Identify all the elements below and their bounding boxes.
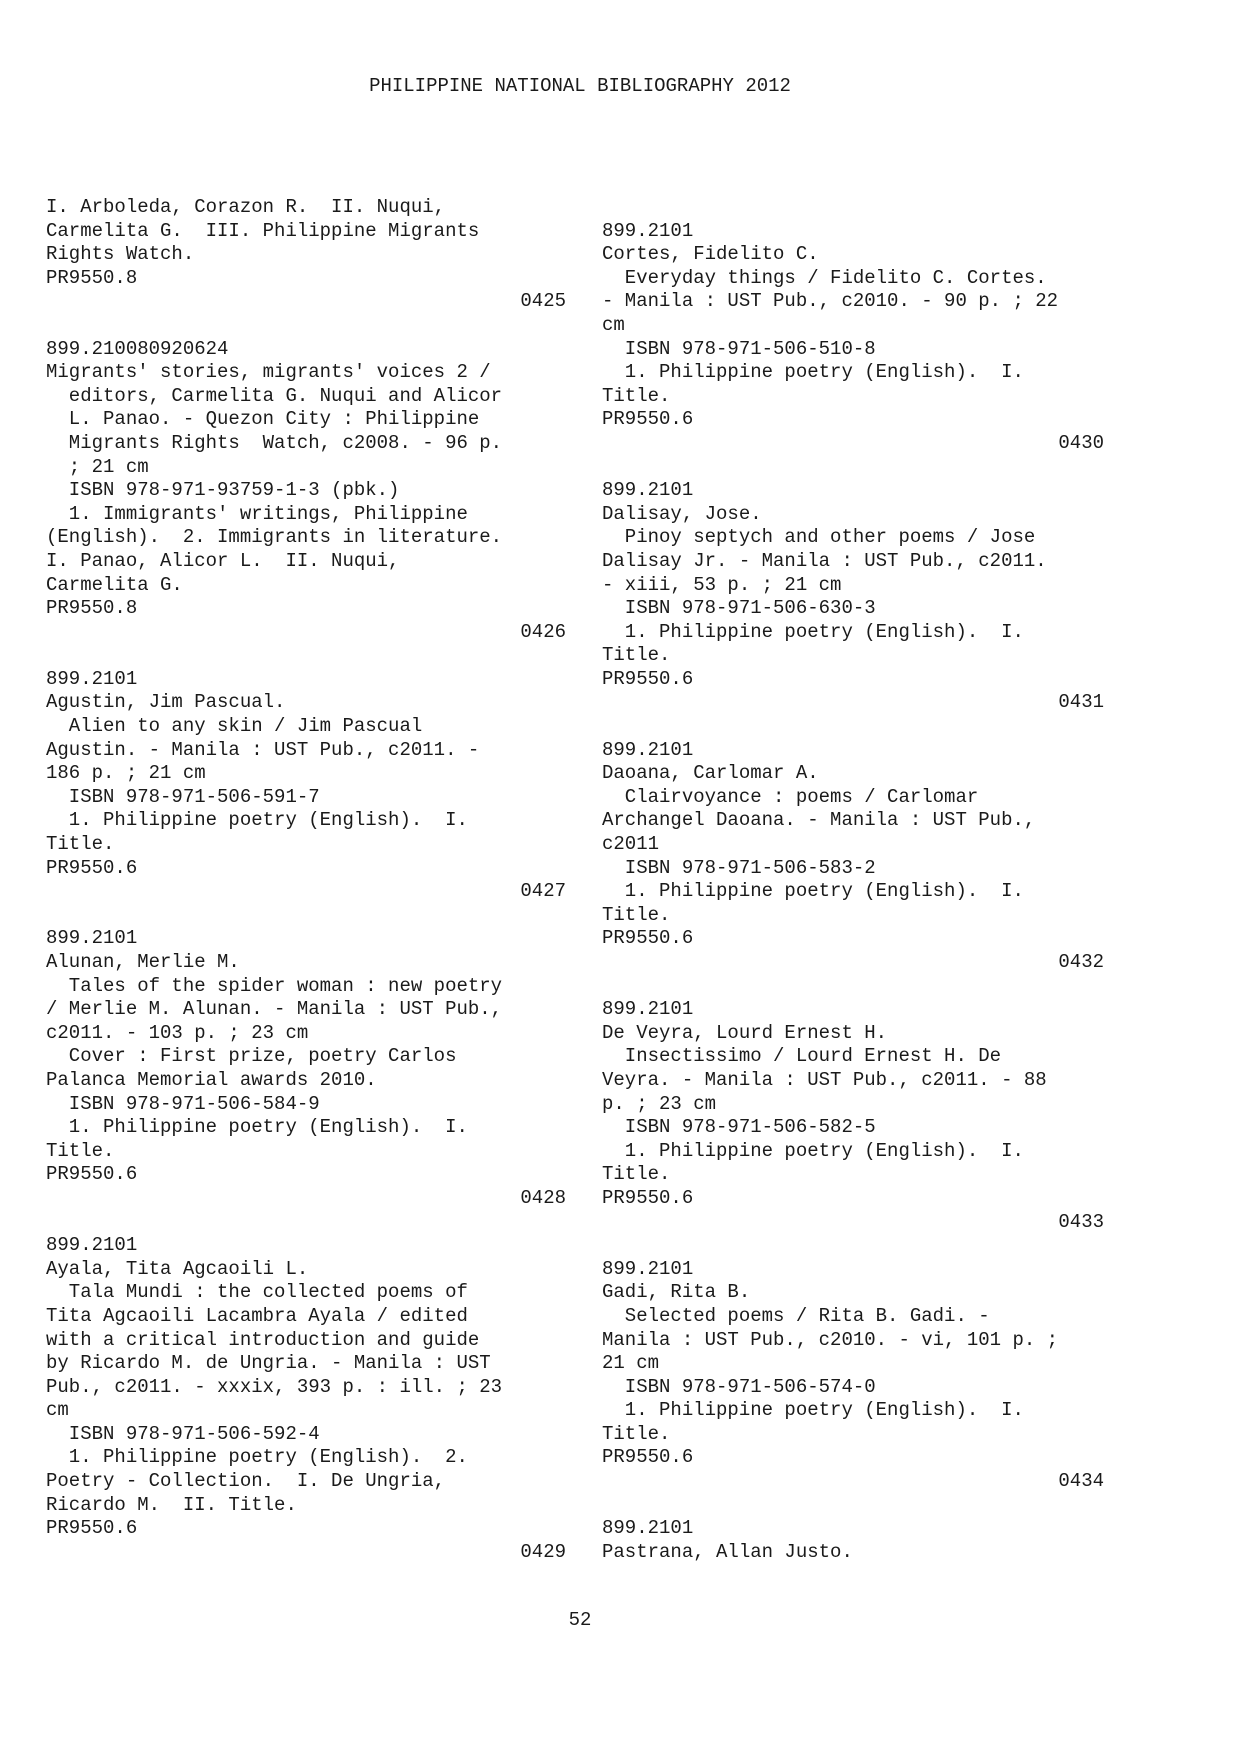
right-column	[602, 196, 1104, 1564]
entry-number: 0430	[1058, 431, 1104, 454]
entry-line: ISBN 978-971-506-574-0	[602, 1375, 876, 1398]
entry-line: PR9550.6	[602, 927, 694, 950]
entry-line: ISBN 978-971-506-510-8	[602, 337, 876, 360]
entry-line: 899.210080920624	[46, 337, 229, 360]
entry-line: (English). 2. Immigrants in literature.	[46, 526, 503, 549]
entry-line: - Manila : UST Pub., c2010. - 90 p. ; 22	[602, 290, 1059, 313]
entry-line: Title.	[602, 1163, 671, 1186]
entry-line: Pinoy septych and other poems / Jose	[602, 526, 1036, 549]
entry-line: Title.	[46, 833, 115, 856]
entry-line: PR9550.8	[46, 597, 138, 620]
entry-line	[602, 975, 1104, 999]
entry-line: 186 p. ; 21 cm	[46, 762, 206, 785]
entry-line: Clairvoyance : poems / Carlomar	[602, 785, 979, 808]
entry-line: Everyday things / Fidelito C. Cortes.	[602, 266, 1047, 289]
entry-line: Rights Watch.	[46, 243, 195, 266]
entry-line: Insectissimo / Lourd Ernest H. De	[602, 1045, 1002, 1068]
entry-line: Palanca Memorial awards 2010.	[46, 1068, 377, 1091]
entry-number: 0431	[1058, 691, 1104, 714]
entry-line: Tala Mundi : the collected poems of	[46, 1281, 468, 1304]
entry-line: Selected poems / Rita B. Gadi. -	[602, 1304, 990, 1327]
entry-line: Title.	[602, 644, 671, 667]
entry-line: ISBN 978-971-506-584-9	[46, 1092, 320, 1115]
entry-line: - xiii, 53 p. ; 21 cm	[602, 573, 842, 596]
entry-line: PR9550.6	[46, 1163, 138, 1186]
entry-number: 0429	[520, 1540, 566, 1563]
entry-line: PR9550.6	[602, 1446, 694, 1469]
entry-line: Alunan, Merlie M.	[46, 951, 240, 973]
entry-line: Gadi, Rita B.	[602, 1281, 751, 1304]
entry-line: ISBN 978-971-93759-1-3 (pbk.)	[46, 479, 400, 502]
entry-line: Pastrana, Allan Justo.	[602, 1540, 853, 1563]
entry-line: Daoana, Carlomar A.	[602, 762, 819, 785]
entry-line: Tales of the spider woman : new poetry	[46, 974, 503, 997]
entry-line: Carmelita G.	[46, 573, 183, 596]
entry-line: / Merlie M. Alunan. - Manila : UST Pub.,	[46, 998, 503, 1021]
entry-line	[602, 1494, 1104, 1518]
entry-line: Title.	[602, 384, 671, 407]
entry-line: Archangel Daoana. - Manila : UST Pub.,	[602, 809, 1036, 832]
entry-line: 899.2101	[602, 738, 694, 761]
entry-line: Carmelita G. III. Philippine Migrants	[46, 219, 480, 242]
entry-line: PR9550.6	[46, 1517, 138, 1540]
entry-line: 1. Philippine poetry (English). I.	[46, 809, 468, 832]
entry-line: Title.	[602, 903, 671, 926]
entry-line	[602, 196, 1104, 220]
entry-line: 899.2101	[46, 667, 138, 690]
page-number: 52	[568, 1609, 592, 1631]
entry-line: c2011. - 103 p. ; 23 cm	[46, 1021, 309, 1044]
entry-line: Migrants' stories, migrants' voices 2 /	[46, 361, 491, 384]
entry-line: ISBN 978-971-506-591-7	[46, 785, 320, 808]
left-column	[46, 196, 566, 1564]
entry-line: I. Arboleda, Corazon R. II. Nuqui,	[46, 196, 446, 218]
entry-line: cm	[46, 1399, 69, 1422]
entry-line: 899.2101	[46, 1234, 138, 1257]
entry-line: PR9550.8	[46, 266, 138, 289]
entry-line: p. ; 23 cm	[602, 1092, 717, 1115]
entry-line: Tita Agcaoili Lacambra Ayala / edited	[46, 1304, 468, 1327]
entry-number: 0427	[520, 880, 566, 903]
entry-line: Dalisay Jr. - Manila : UST Pub., c2011.	[602, 549, 1047, 572]
entry-line: Title.	[46, 1139, 115, 1162]
entry-line: 1. Philippine poetry (English). I.	[602, 880, 1024, 903]
entry-line: 899.2101	[602, 1517, 694, 1540]
entry-line: 899.2101	[46, 927, 138, 950]
entry-line: 1. Immigrants' writings, Philippine	[46, 502, 468, 525]
entry-line: 1. Philippine poetry (English). I.	[46, 1116, 468, 1139]
entry-line: 899.2101	[602, 479, 694, 502]
entry-line: c2011	[602, 833, 660, 856]
entry-line: ; 21 cm	[46, 455, 149, 478]
entry-line: ISBN 978-971-506-583-2	[602, 856, 876, 879]
entry-number: 0433	[1058, 1210, 1104, 1233]
entry-line: ISBN 978-971-506-582-5	[602, 1116, 876, 1139]
entry-number: 0426	[520, 620, 566, 643]
entry-line: Manila : UST Pub., c2010. - vi, 101 p. ;	[602, 1328, 1059, 1351]
entry-line: L. Panao. - Quezon City : Philippine	[46, 408, 480, 431]
entry-line: 1. Philippine poetry (English). I.	[602, 1399, 1024, 1422]
entry-line: Pub., c2011. - xxxix, 393 p. : ill. ; 23	[46, 1375, 503, 1398]
entry-line: Veyra. - Manila : UST Pub., c2011. - 88	[602, 1068, 1047, 1091]
entry-line: Agustin, Jim Pascual.	[46, 691, 286, 714]
entry-line: I. Panao, Alicor L. II. Nuqui,	[46, 549, 400, 572]
entry-line: 1. Philippine poetry (English). I.	[602, 1139, 1024, 1162]
entry-line: 899.2101	[602, 998, 694, 1021]
entry-line: cm	[602, 313, 625, 336]
entry-number: 0432	[1058, 951, 1104, 973]
entry-line: with a critical introduction and guide	[46, 1328, 480, 1351]
entry-line: PR9550.6	[602, 1186, 694, 1209]
entry-line: editors, Carmelita G. Nuqui and Alicor	[46, 384, 503, 407]
entry-line: PR9550.6	[602, 667, 694, 690]
entry-line: 21 cm	[602, 1352, 660, 1375]
entry-line: Title.	[602, 1422, 671, 1445]
entry-line: Migrants Rights Watch, c2008. - 96 p.	[46, 431, 503, 454]
entry-line	[46, 644, 566, 668]
entry-line	[46, 904, 566, 928]
entry-line: Cover : First prize, poetry Carlos	[46, 1045, 457, 1068]
entry-number: 0425	[520, 290, 566, 313]
entry-line	[46, 1211, 566, 1235]
entry-line: ISBN 978-971-506-630-3	[602, 597, 876, 620]
entry-line: ISBN 978-971-506-592-4	[46, 1422, 320, 1445]
page-header: PHILIPPINE NATIONAL BIBLIOGRAPHY 2012	[369, 75, 791, 97]
entry-line: Alien to any skin / Jim Pascual	[46, 715, 423, 738]
entry-number: 0428	[520, 1186, 566, 1209]
entry-line	[46, 314, 566, 338]
entry-line: PR9550.6	[602, 408, 694, 431]
entry-line: Cortes, Fidelito C.	[602, 243, 819, 266]
entry-line: 899.2101	[602, 219, 694, 242]
entry-line: 1. Philippine poetry (English). 2.	[46, 1446, 468, 1469]
entry-line: Dalisay, Jose.	[602, 502, 762, 525]
entry-line: Poetry - Collection. I. De Ungria,	[46, 1470, 446, 1493]
entry-line: PR9550.6	[46, 856, 138, 879]
entry-line: 1. Philippine poetry (English). I.	[602, 361, 1024, 384]
entry-line: Ayala, Tita Agcaoili L.	[46, 1257, 309, 1280]
entry-number: 0434	[1058, 1470, 1104, 1493]
entry-line: 1. Philippine poetry (English). I.	[602, 620, 1024, 643]
entry-line: Agustin. - Manila : UST Pub., c2011. -	[46, 738, 480, 761]
entry-line: De Veyra, Lourd Ernest H.	[602, 1021, 888, 1044]
entry-line	[602, 715, 1104, 739]
entry-line	[602, 456, 1104, 480]
entry-line: 899.2101	[602, 1257, 694, 1280]
entry-line: by Ricardo M. de Ungria. - Manila : UST	[46, 1352, 491, 1375]
entry-line	[602, 1234, 1104, 1258]
entry-line: Ricardo M. II. Title.	[46, 1493, 297, 1516]
